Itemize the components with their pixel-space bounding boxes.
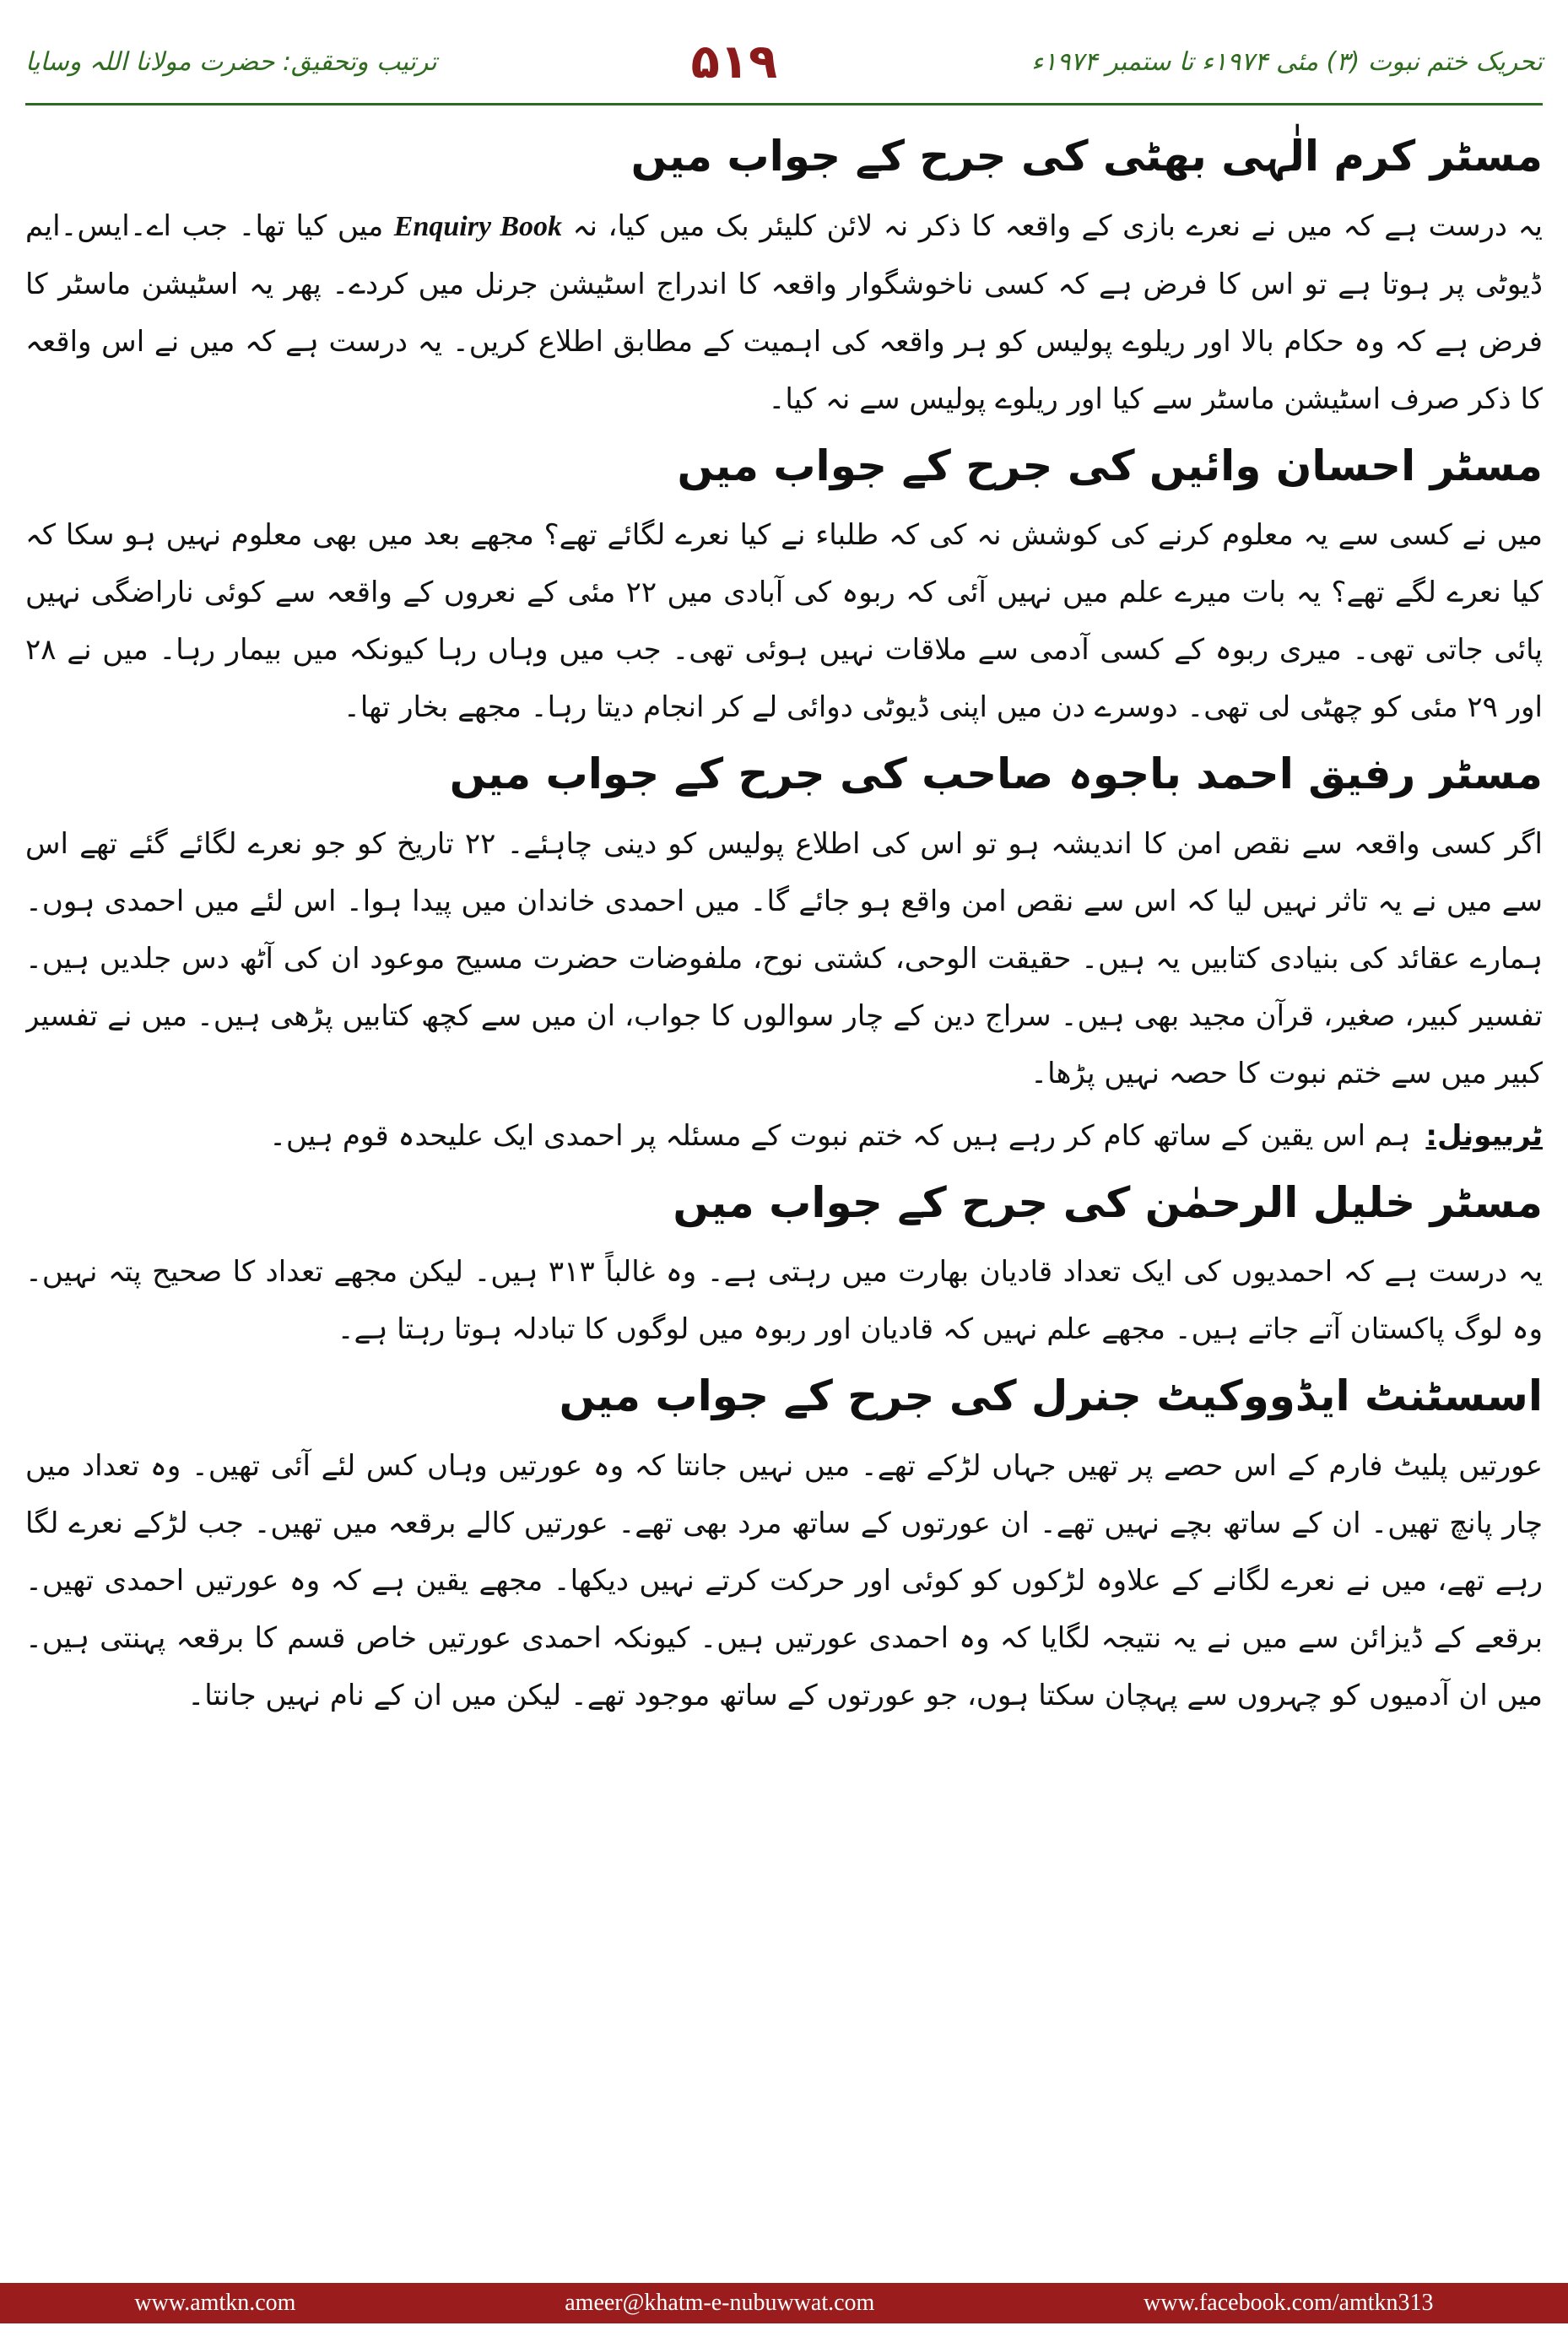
section-heading: مسٹر رفیق احمد باجوہ صاحب کی جرح کے جواب میں [449, 749, 1543, 798]
section-rafiq-ahmad-bajwa [25, 746, 1543, 1165]
compiler-credit: ترتیب وتحقیق: حضرت مولانا اللہ وسایا [25, 46, 437, 77]
section-paragraph: اگر کسی واقعہ سے نقص امن کا اندیشہ ہو تو اس کی اطلاع پولیس کو دینی چاہئے۔ ۲۲ تاریخ کو جو نعرے لگائے گئے تھے اس سے میں نے یہ تاثر نہیں لیا کہ اس سے نقص امن واقع ہو جائے گا۔ میں احمدی خاندان میں پیدا ہوا۔ اس لئے میں احمدی ہوں۔ ہمارے عقائد کی بنیادی کتابیں یہ ہیں۔ حقیقت الوحی، کشتی نوح، ملفوضات حضرت مسیح موعود ان کی آٹھ دس جلدیں ہیں۔ تفسیر کبیر، صغیر، قرآن مجید بھی ہیں۔ سراج دین کے چار سوالوں کا جواب، ان میں سے کچھ کتابیں پڑھی ہیں۔ میں نے تفسیر کبیر میں سے ختم نبوت کا حصہ نہیں پڑھا۔ [25, 826, 1543, 1090]
section-karam-ilahi-bhatti [25, 128, 1543, 428]
header-divider [25, 103, 1543, 105]
page-footer [0, 2283, 1568, 2323]
section-heading: اسسٹنٹ ایڈووکیٹ جنرل کی جرح کے جواب میں [559, 1371, 1543, 1420]
footer-email-link[interactable]: ameer@khatm-e-nubuwwat.com [565, 2290, 875, 2316]
tribunal-remark [25, 1107, 1543, 1165]
section-heading: مسٹر احسان وائیں کی جرح کے جواب میں [677, 441, 1543, 490]
section-paragraph: عورتیں پلیٹ فارم کے اس حصے پر تھیں جہاں لڑکے تھے۔ میں نہیں جانتا کہ وہ عورتیں وہاں کس لئے آئی تھیں۔ وہ تعداد میں چار پانچ تھیں۔ ان کے ساتھ بچے نہیں تھے۔ ان عورتوں کے ساتھ مرد بھی تھے۔ عورتیں کالے برقعہ میں تھیں۔ جب لڑکے نعرے لگا رہے تھے، میں نے نعرے لگانے کے علاوہ لڑکوں کو کوئی اور حرکت کرتے نہیں دیکھا۔ مجھے یقین ہے کہ وہ عورتیں احمدی تھیں۔ برقعے کے ڈیزائن سے میں نے یہ نتیجہ لگایا کہ وہ احمدی عورتیں ہیں۔ کیونکہ احمدی عورتیں خاص قسم کا برقعہ پہنتی ہیں۔ میں ان آدمیوں کو چہروں سے پہچان سکتا ہوں، جو عورتوں کے ساتھ موجود تھے۔ لیکن میں ان کے نام نہیں جانتا۔ [25, 1448, 1543, 1712]
page-content [25, 118, 1543, 2249]
section-heading: مسٹر خلیل الرحمٰن کی جرح کے جواب میں [673, 1177, 1543, 1227]
tribunal-label: ٹربیونل: [1425, 1118, 1543, 1153]
section-assistant-advocate-general [25, 1368, 1543, 1724]
section-khalil-ur-rahman [25, 1175, 1543, 1359]
section-paragraph: یہ درست ہے کہ احمدیوں کی ایک تعداد قادیان بھارت میں رہتی ہے۔ وہ غالباً ۳۱۳ ہیں۔ لیکن مجھے تعداد کا صحیح پتہ نہیں۔ وہ لوگ پاکستان آتے جاتے ہیں۔ مجھے علم نہیں کہ قادیان اور ربوہ میں لوگوں کا تبادلہ ہوتا رہتا ہے۔ [25, 1255, 1543, 1346]
book-title: تحریک ختم نبوت (۳) مئی ۱۹۷۴ء تا ستمبر ۱۹۷۴ء [1031, 46, 1543, 77]
section-paragraph [25, 197, 1543, 428]
footer-facebook-link[interactable]: www.facebook.com/amtkn313 [1144, 2290, 1434, 2316]
section-ehsan-wyne [25, 438, 1543, 737]
tribunal-text: ہم اس یقین کے ساتھ کام کر رہے ہیں کہ ختم نبوت کے مسئلہ پر احمدی ایک علیحدہ قوم ہیں۔ [269, 1118, 1411, 1153]
english-term: Enquiry Book [393, 210, 562, 242]
paragraph-text-after: میں کیا تھا۔ جب اے۔ایس۔ایم ڈیوٹی پر ہوتا ہے تو اس کا فرض ہے کہ کسی ناخوشگوار واقعہ کا اندراج اسٹیشن جرنل میں کردے۔ پھر یہ اسٹیشن ماسٹر کا فرض ہے کہ وہ حکام بالا اور ریلوے پولیس کو ہر واقعہ کی اہمیت کے مطابق اطلاع کریں۔ یہ درست ہے کہ میں نے اس واقعہ کا ذکر صرف اسٹیشن ماسٹر سے کیا اور ریلوے پولیس سے نہ کیا۔ [25, 208, 1543, 416]
paragraph-text-before: یہ درست ہے کہ میں نے نعرے بازی کے واقعہ کا ذکر نہ لائن کلیئر بک میں کیا، نہ [562, 208, 1543, 243]
page-header [25, 24, 1543, 100]
section-paragraph: میں نے کسی سے یہ معلوم کرنے کی کوشش نہ کی کہ طلباء نے کیا نعرے لگائے تھے؟ مجھے بعد میں بھی معلوم نہیں ہو سکا کہ کیا نعرے لگے تھے؟ یہ بات میرے علم میں نہیں آئی کہ ربوہ کی آبادی میں ۲۲ مئی کے نعروں کے واقعہ سے کوئی ناراضگی نہیں پائی جاتی تھی۔ میری ربوہ کے کسی آدمی سے ملاقات نہیں ہوئی تھی۔ جب میں وہاں رہا کیونکہ میں بیمار رہا۔ میں نے ۲۸ اور ۲۹ مئی کو چھٹی لی تھی۔ دوسرے دن میں اپنی ڈیوٹی دوائی لے کر انجام دیتا رہا۔ مجھے بخار تھا۔ [25, 518, 1543, 724]
footer-website-link[interactable]: www.amtkn.com [134, 2290, 296, 2316]
section-heading: مسٹر کرم الٰہی بھٹی کی جرح کے جواب میں [630, 132, 1543, 181]
page-number: ۵۱۹ [690, 34, 778, 89]
